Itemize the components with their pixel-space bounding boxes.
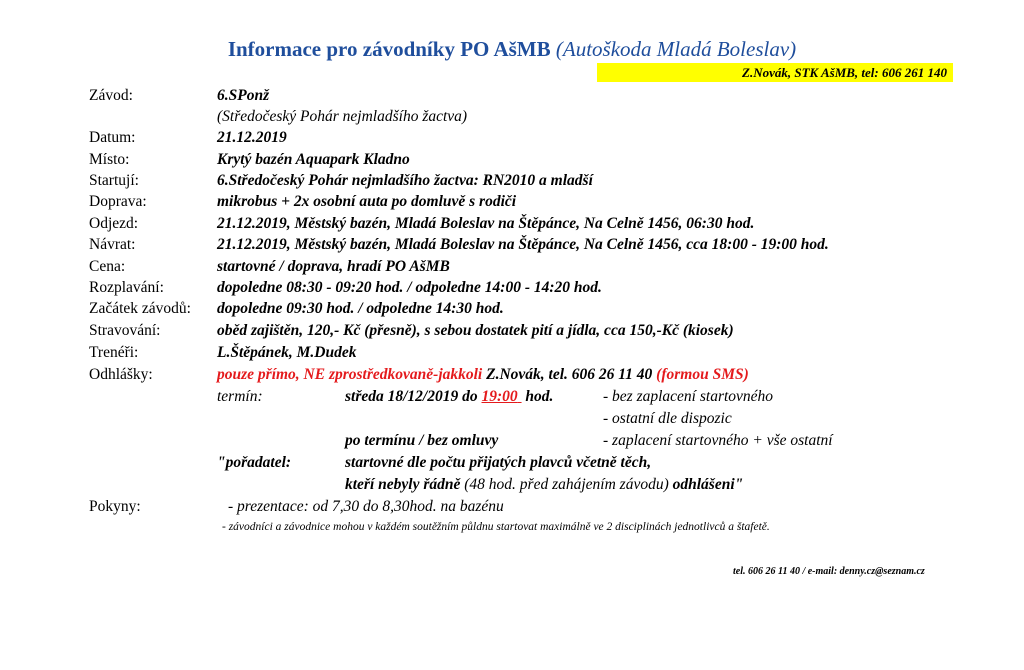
termin-date: středa 18/12/2019 do <box>345 388 478 405</box>
value-cena: startovné / doprava, hradí PO AšMB <box>217 258 450 275</box>
termin-time: 19:00 <box>481 388 518 405</box>
label-cena: Cena: <box>89 258 126 275</box>
value-odjezd: 21.12.2019, Městský bazén, Mladá Boleslav na Štěpánce, Na Celně 1456, 06:30 hod. <box>217 215 755 232</box>
value-zavod-subtitle: (Středočeský Pohár nejmladšího žactva) <box>217 108 468 125</box>
poradatel-line2 <box>345 476 743 494</box>
value-navrat: 21.12.2019, Městský bazén, Mladá Boleslav na Štěpánce, Na Celně 1456, cca 18:00 - 19:00 hod. <box>217 236 829 253</box>
note-ostatni: - ostatní dle dispozic <box>603 410 732 427</box>
label-navrat: Návrat: <box>89 236 136 253</box>
note-bez-zaplaceni: - bez zaplacení startovného <box>603 388 774 405</box>
note-zaplaceni: - zaplacení startovného + vše ostatní <box>603 432 833 449</box>
label-stravovani: Stravování: <box>89 322 161 339</box>
label-treneri: Trenéři: <box>89 344 139 361</box>
value-stravovani: oběd zajištěn, 120,- Kč (přesně), s sebou dostatek pití a jídla, cca 150,-Kč (kiosek) <box>217 322 734 339</box>
label-rozplavani: Rozplavání: <box>89 279 164 296</box>
label-zacatek: Začátek závodů: <box>89 300 191 317</box>
label-doprava: Doprava: <box>89 193 147 210</box>
value-datum: 21.12.2019 <box>217 129 287 146</box>
value-startuji: 6.Středočeský Pohár nejmladšího žactva: RN2010 a mladší <box>217 172 593 189</box>
poradatel-label: "pořadatel: <box>217 454 292 471</box>
value-rozplavani: dopoledne 08:30 - 09:20 hod. / odpoledne 14:00 - 14:20 hod. <box>217 279 602 296</box>
odhlasky-line <box>217 366 749 384</box>
value-misto: Krytý bazén Aquapark Kladno <box>217 151 410 168</box>
odhlasky-sms: (formou SMS) <box>656 366 749 383</box>
page-title <box>0 37 1024 62</box>
title-sub: (Autoškoda Mladá Boleslav) <box>555 37 797 61</box>
pokyny-line1: - prezentace: od 7,30 do 8,30hod. na bazénu <box>228 498 504 515</box>
label-misto: Místo: <box>89 151 130 168</box>
termin-label: termín: <box>217 388 263 405</box>
poradatel-line2b: (48 hod. před zahájením závodu) <box>464 476 669 493</box>
odhlasky-contact: Z.Novák, tel. 606 26 11 40 <box>486 366 653 383</box>
odhlasky-red-text: pouze přímo, NE zprostředkovaně-jakkoli <box>217 366 483 383</box>
contact-highlight: Z.Novák, STK AšMB, tel: 606 261 140 <box>597 63 953 82</box>
poradatel-line2a: kteří nebyly řádně <box>345 476 461 493</box>
label-zavod: Závod: <box>89 87 133 104</box>
value-zavod: 6.SPonž <box>217 87 270 104</box>
label-odjezd: Odjezd: <box>89 215 139 232</box>
value-zacatek: dopoledne 09:30 hod. / odpoledne 14:30 hod. <box>217 300 504 317</box>
termin-deadline <box>345 388 553 406</box>
po-terminu: po termínu / bez omluvy <box>345 432 499 449</box>
label-pokyny: Pokyny: <box>89 498 141 515</box>
label-odhlasky: Odhlášky: <box>89 366 153 383</box>
value-doprava: mikrobus + 2x osobní auta po domluvě s rodiči <box>217 193 517 210</box>
poradatel-line1: startovné dle počtu přijatých plavců včetně těch, <box>345 454 652 471</box>
value-treneri: L.Štěpánek, M.Dudek <box>217 344 357 361</box>
footer-contact: tel. 606 26 11 40 / e-mail: denny.cz@seznam.cz <box>733 566 925 577</box>
label-datum: Datum: <box>89 129 136 146</box>
label-startuji: Startují: <box>89 172 139 189</box>
poradatel-line2c: odhlášeni" <box>672 476 744 493</box>
title-main: Informace pro závodníky PO AšMB <box>227 37 551 61</box>
pokyny-line2: - závodníci a závodnice mohou v každém soutěžním půldnu startovat maximálně ve 2 disciplinách jednotlivců a štafetě. <box>222 521 770 533</box>
termin-hod: hod. <box>525 388 554 405</box>
